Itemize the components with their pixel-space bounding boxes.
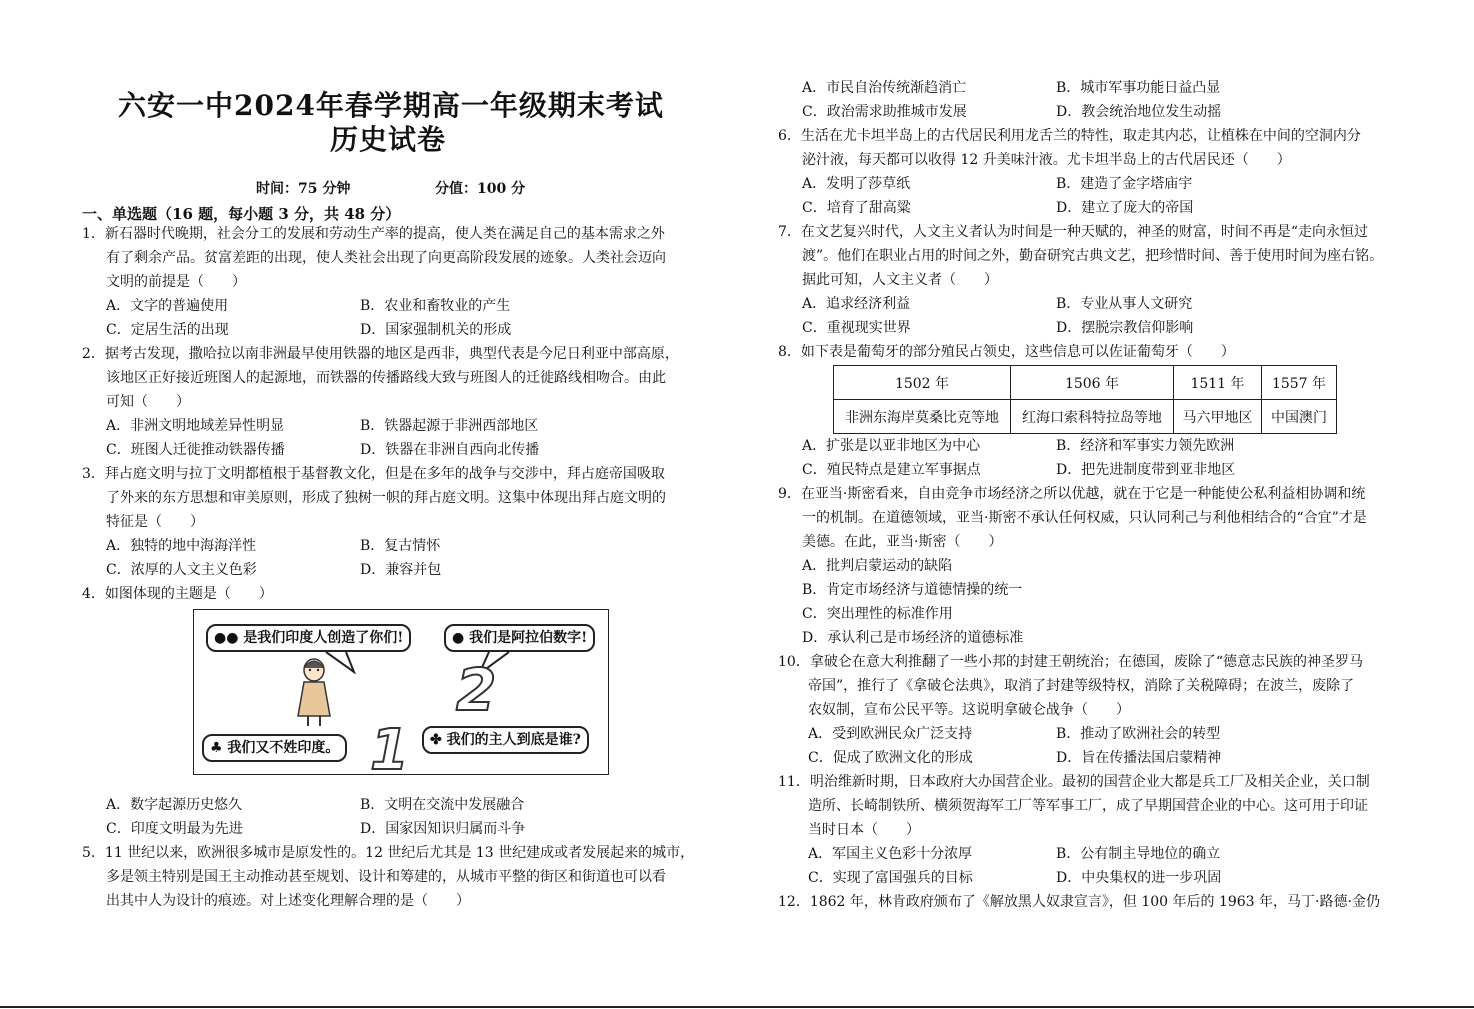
question-text: 6．生活在尤卡坦半岛上的古代居民利用龙舌兰的特性，取走其内芯，让植株在中间的空洞内分	[778, 128, 1361, 144]
option-b: B．公有制主导地位的确立	[1056, 846, 1221, 862]
option-b: B．建造了金字塔庙宇	[1056, 176, 1193, 192]
table-cell: 1511 年	[1174, 366, 1262, 400]
speech-bubble: ● 我们是阿拉伯数字!	[444, 624, 595, 652]
option-b: B．复古情怀	[360, 538, 441, 554]
question-text: 帝国”，推行了《拿破仑法典》，取消了封建等级特权，消除了关税障碍；在波兰，废除了	[808, 678, 1355, 694]
exam-score: 分值：100 分	[435, 181, 526, 197]
option-c: C．突出理性的标准作用	[802, 606, 953, 622]
option-c: C．定居生活的出现	[106, 322, 229, 338]
option-a: A．数字起源历史悠久	[106, 797, 243, 813]
option-c: C．浓厚的人文主义色彩	[106, 562, 257, 578]
page-bottom-border	[0, 1006, 1474, 1008]
question-text: 美德。在此，亚当·斯密（ ）	[802, 534, 1003, 550]
option-c: C．政治需求助推城市发展	[802, 104, 967, 120]
question-text: 据此可知，人文主义者（ ）	[802, 272, 998, 288]
person-illustration	[292, 658, 336, 728]
option-a: A．扩张是以亚非地区为中心	[802, 438, 981, 454]
option-c: C．殖民特点是建立军事据点	[802, 462, 981, 478]
option-d: D．教会统治地位发生动摇	[1056, 104, 1222, 120]
table-cell: 非洲东海岸莫桑比克等地	[834, 400, 1011, 434]
option-d: D．摆脱宗教信仰影响	[1056, 320, 1194, 336]
option-b: B．铁器起源于非洲西部地区	[360, 418, 539, 434]
question-text: 2．据考古发现，撒哈拉以南非洲最早使用铁器的地区是西非，典型代表是今尼日利亚中部高原，	[82, 346, 679, 362]
question-text: 当时日本（ ）	[808, 822, 920, 838]
option-c: C．培育了甜高粱	[802, 200, 911, 216]
question-text: 造所、长崎制铁所、横须贺海军工厂等军事工厂，成了早期国营企业的中心。这可用于印证	[808, 798, 1368, 814]
option-b: B．经济和军事实力领先欧洲	[1056, 438, 1235, 454]
question-text: 9．在亚当·斯密看来，自由竞争市场经济之所以优越，就在于它是一种能使公私利益相协调和统	[778, 486, 1366, 502]
question-text: 特征是（ ）	[106, 514, 204, 530]
option-c: C．促成了欧洲文化的形成	[808, 750, 973, 766]
option-d: D．旨在传播法国启蒙精神	[1056, 750, 1222, 766]
option-d: D．国家强制机关的形成	[360, 322, 512, 338]
speech-bubble: ♣ 我们又不姓印度。	[202, 734, 347, 762]
option-a: A．独特的地中海海洋性	[106, 538, 257, 554]
colony-table	[833, 365, 1337, 434]
option-a: A．市民自治传统渐趋消亡	[802, 80, 967, 96]
cartoon-figure	[193, 609, 609, 783]
question-text: 4．如图体现的主题是（ ）	[82, 586, 273, 602]
question-text: 8．如下表是葡萄牙的部分殖民占领史，这些信息可以佐证葡萄牙（ ）	[778, 344, 1235, 360]
table-cell: 1506 年	[1011, 366, 1174, 400]
option-c: C．重视现实世界	[802, 320, 911, 336]
option-d: D．建立了庞大的帝国	[1056, 200, 1194, 216]
question-text: 一的机制。在道德领域，亚当·斯密不承认任何权威，只认同利己与利他相结合的“合宜”才是	[802, 510, 1367, 526]
question-text: 了外来的东方思想和审美原则，形成了独树一帜的拜占庭文明。这集中体现出拜占庭文明的	[106, 490, 666, 506]
question-text: 3．拜占庭文明与拉丁文明都植根于基督教文化，但是在多年的战争与交涉中，拜占庭帝国吸取	[82, 466, 665, 482]
option-a: A．文字的普遍使用	[106, 298, 229, 314]
option-c: C．班图人迁徙推动铁器传播	[106, 442, 285, 458]
option-c: C．实现了富国强兵的目标	[808, 870, 973, 886]
numeral-one: 1	[370, 718, 409, 783]
option-a: A．追求经济利益	[802, 296, 911, 312]
option-a: A．军国主义色彩十分浓厚	[808, 846, 973, 862]
option-a: A．非洲文明地域差异性明显	[106, 418, 285, 434]
table-cell: 红海口索科特拉岛等地	[1011, 400, 1174, 434]
question-text: 11．明治维新时期，日本政府大办国营企业。最初的国营企业大都是兵工厂及相关企业，关口制	[778, 774, 1370, 790]
option-d: D．铁器在非洲自西向北传播	[360, 442, 540, 458]
option-c: C．印度文明最为先进	[106, 821, 243, 837]
question-text: 农奴制，宣布公民平等。这说明拿破仑战争（ ）	[808, 702, 1130, 718]
table-cell: 中国澳门	[1262, 400, 1337, 434]
question-text: 可知（ ）	[106, 394, 190, 410]
option-d: D．把先进制度带到亚非地区	[1056, 462, 1236, 478]
exam-title-line1: 六安一中2024年春学期高一年级期末考试	[118, 89, 664, 122]
exam-title-line2: 历史试卷	[330, 123, 447, 156]
option-b: B．城市军事功能日益凸显	[1056, 80, 1221, 96]
option-a: A．受到欧洲民众广泛支持	[808, 726, 973, 742]
option-b: B．专业从事人文研究	[1056, 296, 1193, 312]
question-text: 该地区正好接近班图人的起源地，而铁器的传播路线大致与班图人的迁徙路线相吻合。由此	[106, 370, 666, 386]
question-text: 多是领主特别是国王主动推动甚至规划、设计和筹建的，从城市平整的街区和街道也可以看	[106, 869, 666, 885]
question-text: 7．在文艺复兴时代，人文主义者认为时间是一种天赋的，神圣的财富，时间不再是“走向永恒过	[778, 224, 1369, 240]
option-b: B．肯定市场经济与道德情操的统一	[802, 582, 1023, 598]
question-text: 有了剩余产品。贫富差距的出现，使人类社会出现了向更高阶段发展的迹象。人类社会迈向	[106, 250, 666, 266]
option-b: B．推动了欧洲社会的转型	[1056, 726, 1221, 742]
question-text: 5．11 世纪以来，欧洲很多城市是原发性的。12 世纪后尤其是 13 世纪建成或者发展起来的城市，	[82, 845, 695, 861]
option-b: B．农业和畜牧业的产生	[360, 298, 511, 314]
exam-time: 时间：75 分钟	[256, 181, 351, 197]
option-a: A．批判启蒙运动的缺陷	[802, 558, 953, 574]
question-text: 渡”。他们在职业占用的时间之外，勤奋研究古典文艺，把珍惜时间、善于使用时间为座右铭。	[802, 248, 1384, 264]
numeral-two: 2	[456, 656, 497, 724]
option-b: B．文明在交流中发展融合	[360, 797, 525, 813]
table-cell: 马六甲地区	[1174, 400, 1262, 434]
question-text: 泌汁液，每天都可以收得 12 升美味汁液。尤卡坦半岛上的古代居民还（ ）	[802, 152, 1291, 168]
table-cell: 1557 年	[1262, 366, 1337, 400]
speech-bubble: ●● 是我们印度人创造了你们!	[206, 624, 411, 652]
option-d: D．兼容并包	[360, 562, 442, 578]
table-cell: 1502 年	[834, 366, 1011, 400]
option-d: D．承认利己是市场经济的道德标准	[802, 630, 1024, 646]
question-text: 10．拿破仑在意大利推翻了一些小邦的封建王朝统治；在德国，废除了“德意志民族的神圣罗马	[778, 654, 1363, 670]
question-text: 出其中人为设计的痕迹。对上述变化理解合理的是（ ）	[106, 893, 470, 909]
option-d: D．中央集权的进一步巩固	[1056, 870, 1222, 886]
option-a: A．发明了莎草纸	[802, 176, 911, 192]
option-d: D．国家因知识归属而斗争	[360, 821, 526, 837]
table-row	[834, 366, 1337, 400]
question-text: 文明的前提是（ ）	[106, 274, 246, 290]
table-row	[834, 400, 1337, 434]
section-heading: 一、单选题（16 题，每小题 3 分，共 48 分）	[82, 205, 401, 223]
question-text: 12．1862 年，林肯政府颁布了《解放黑人奴隶宣言》，但 100 年后的 1963 年，马丁·路德·金仍	[778, 894, 1380, 910]
question-text: 1．新石器时代晚期，社会分工的发展和劳动生产率的提高，使人类在满足自己的基本需求之外	[82, 226, 665, 242]
speech-bubble: ✤ 我们的主人到底是谁?	[422, 726, 589, 754]
